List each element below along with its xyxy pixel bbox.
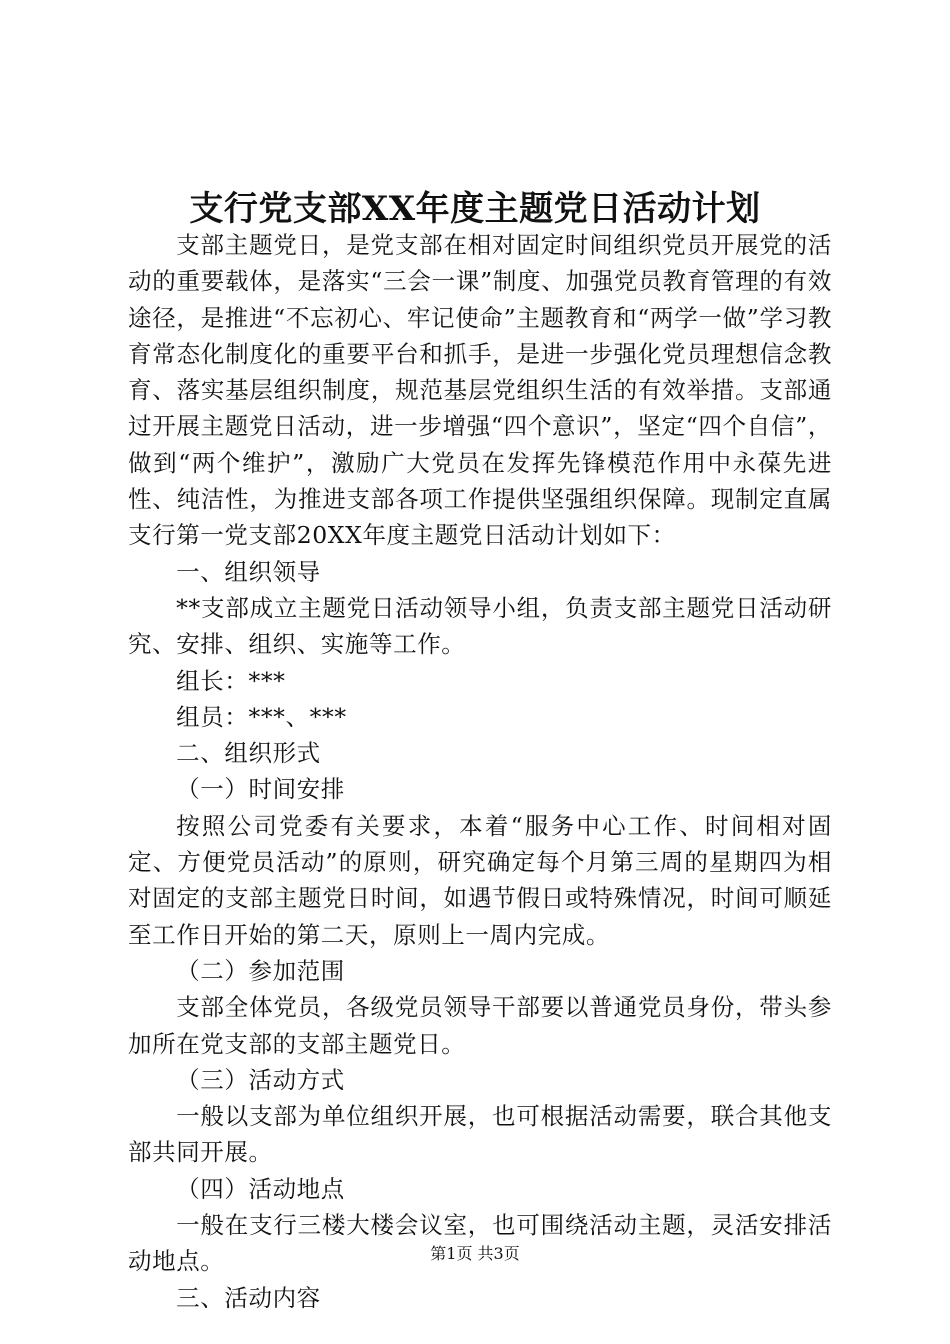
- body-paragraph: 一般在支行三楼大楼会议室，也可围绕活动主题，灵活安排活动地点。: [128, 1211, 832, 1276]
- body-paragraph: 组员：***、***: [176, 702, 347, 731]
- subsection-heading: （二）参加范围: [176, 956, 345, 985]
- document-body: [128, 227, 832, 1316]
- body-paragraph: 一般以支部为单位组织开展，也可根据活动需要，联合其他支部共同开展。: [128, 1102, 832, 1167]
- section-heading: 二、组织形式: [176, 739, 321, 768]
- section-heading: 一、组织领导: [176, 557, 321, 586]
- intro-paragraph: 支部主题党日，是党支部在相对固定时间组织党员开展党的活动的重要载体，是落实“三会一课”制度、加强党员教育管理的有效途径，是推进“不忘初心、牢记使命”主题教育和“两学一做”学习教育常态化制度化的重要平台和抓手，是进一步强化党员理想信念教育、落实基层组织制度，规范基层党组织生活的有效举措。支部通过开展主题党日活动，进一步增强“四个意识”，坚定“四个自信”，做到“两个维护”，激励广大党员在发挥先锋模范作用中永葆先进性、纯洁性，为推进支部各项工作提供坚强组织保障。现制定直属支行第一党支部20XX年度主题党日活动计划如下：: [128, 231, 832, 550]
- document-title: 支行党支部XX年度主题党日活动计划: [189, 189, 761, 229]
- section-heading: 三、活动内容: [176, 1283, 321, 1312]
- subsection-heading: （三）活动方式: [176, 1065, 345, 1094]
- body-paragraph: 按照公司党委有关要求，本着“服务中心工作、时间相对固定、方便党员活动”的原则，研究确定每个月第三周的星期四为相对固定的支部主题党日时间，如遇节假日或特殊情况，时间可顺延至工作日开始的第二天，原则上一周内完成。: [128, 811, 832, 949]
- body-paragraph: 支部全体党员，各级党员领导干部要以普通党员身份，带头参加所在党支部的支部主题党日。: [128, 993, 832, 1058]
- page-footer: 第1页 共3页: [430, 1244, 520, 1263]
- subsection-heading: （四）活动地点: [176, 1174, 345, 1203]
- body-paragraph: 组长：***: [176, 666, 286, 695]
- body-paragraph: **支部成立主题党日活动领导小组，负责支部主题党日活动研究、安排、组织、实施等工作。: [128, 593, 832, 659]
- subsection-heading: （一）时间安排: [176, 775, 345, 804]
